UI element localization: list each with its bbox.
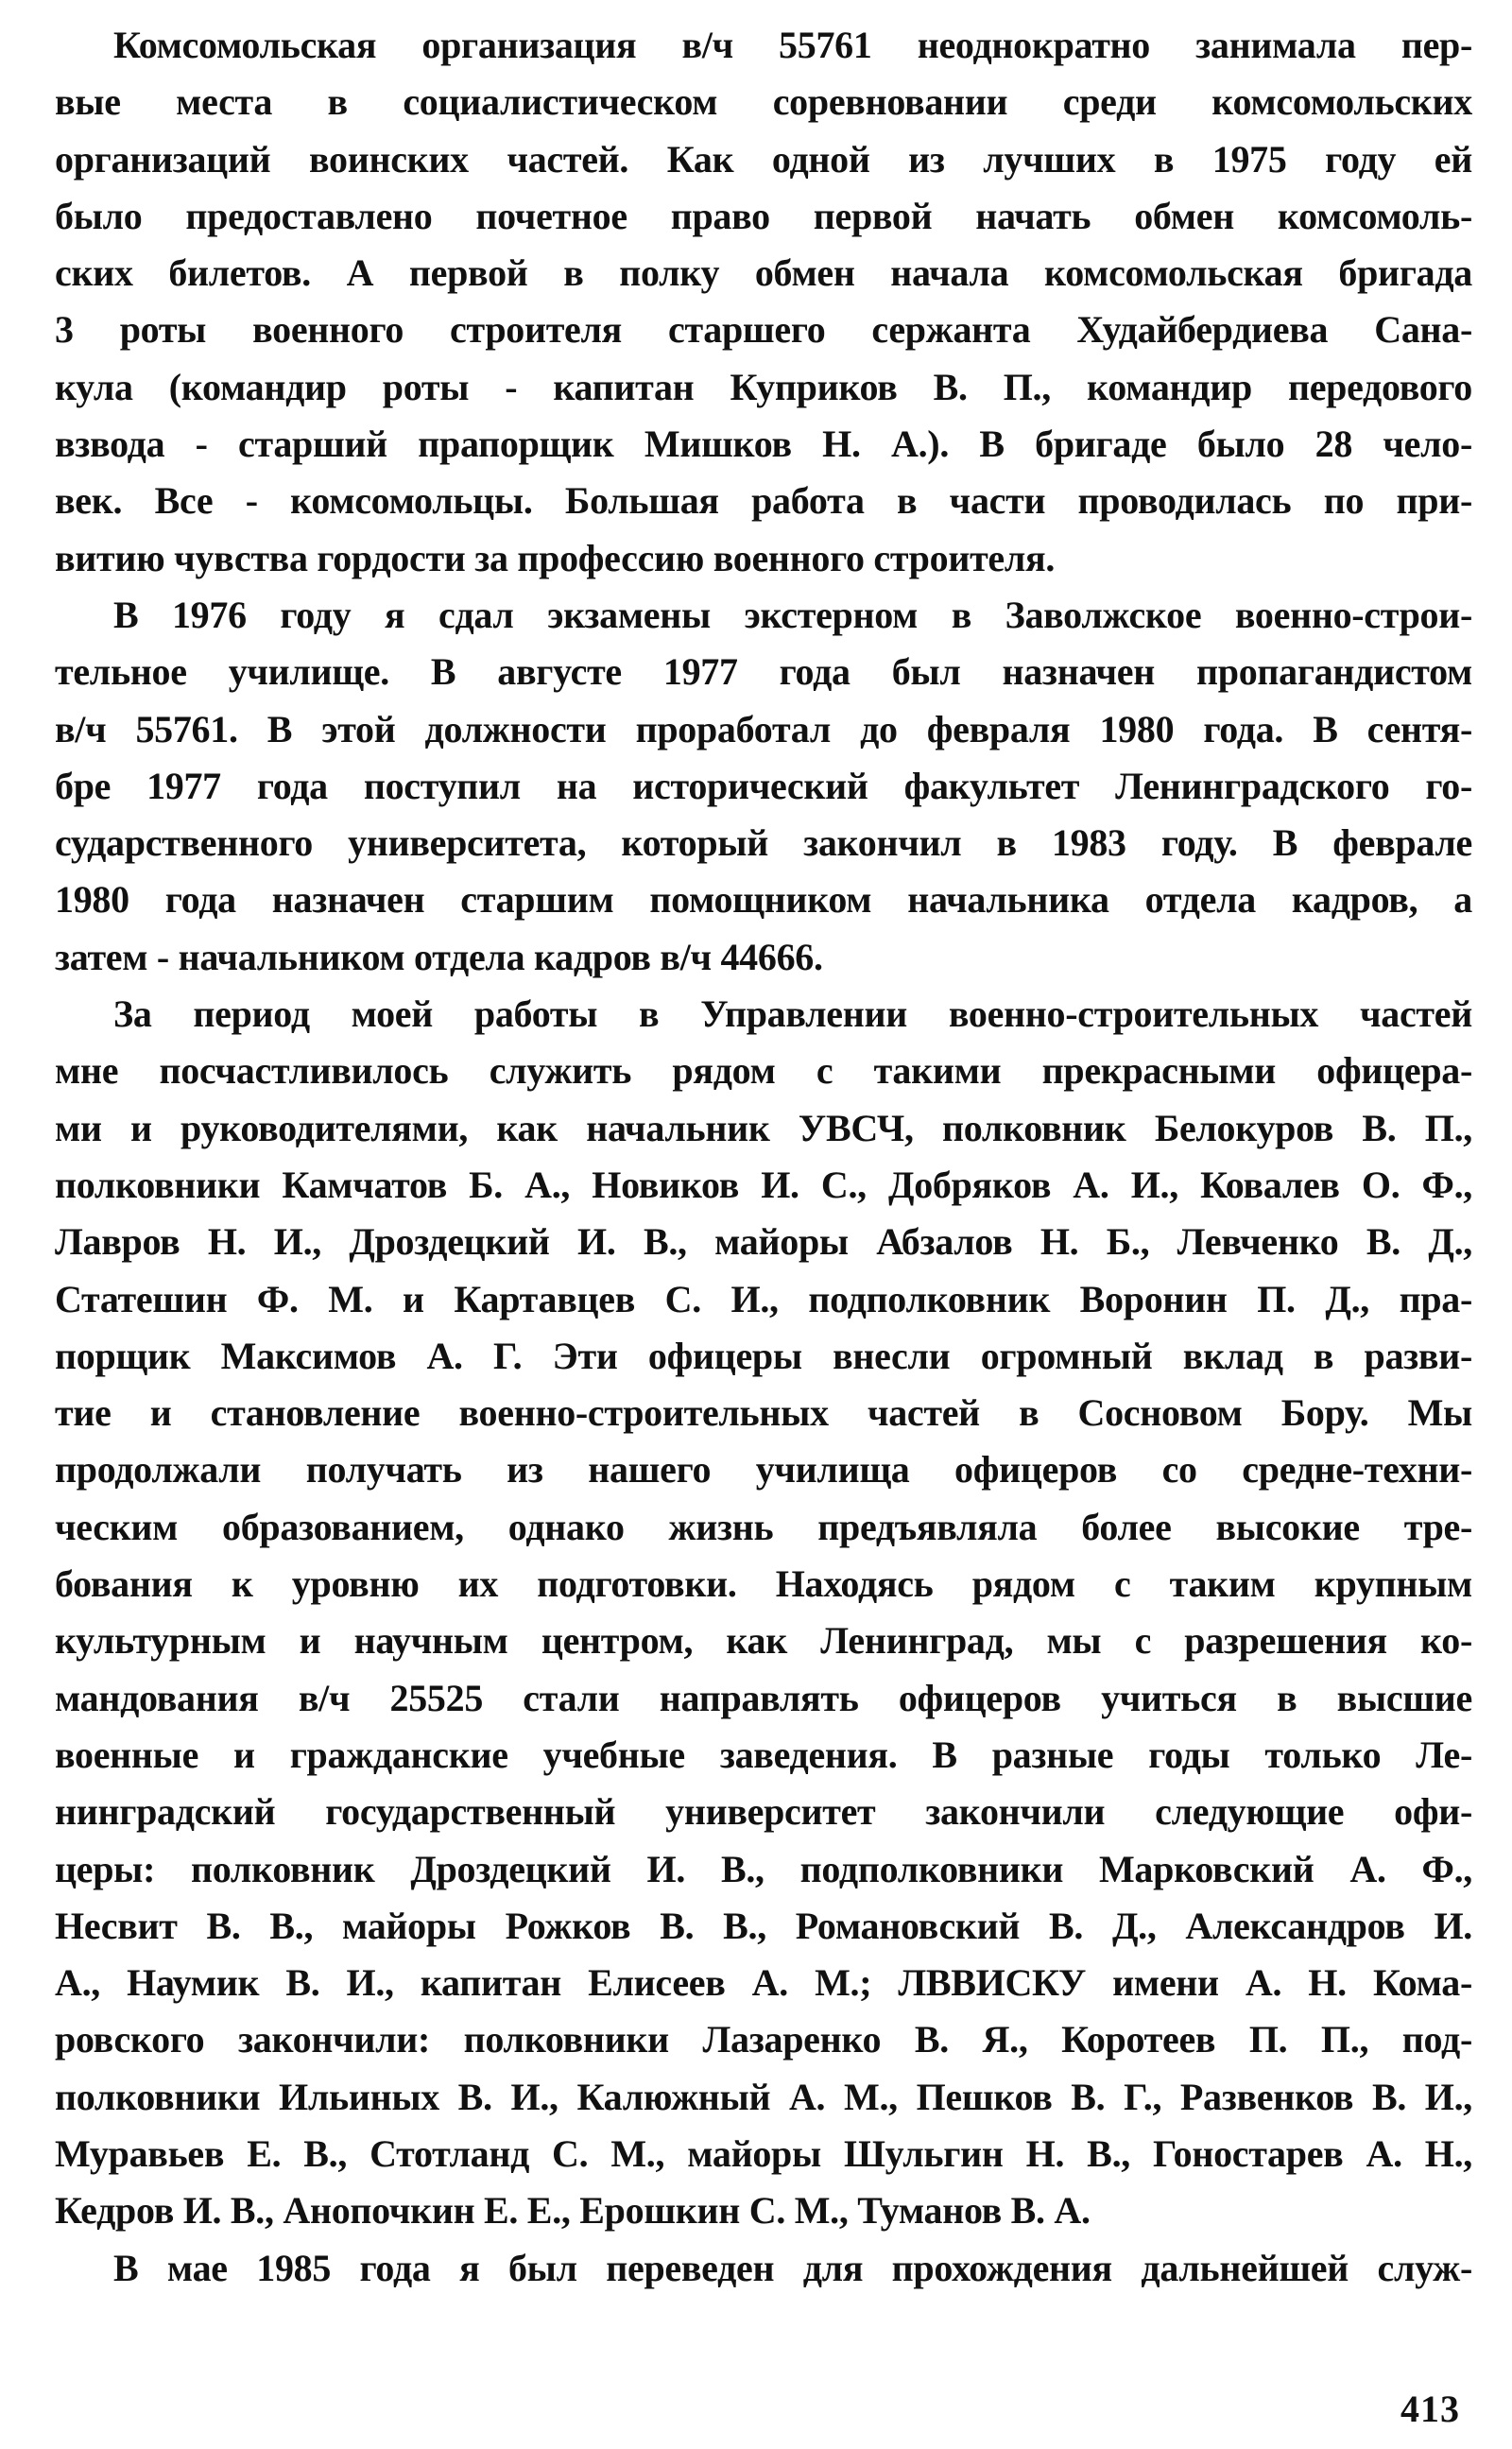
- text-line: ческим образованием, однако жизнь предъявляла более высокие тре-: [55, 1505, 1472, 1548]
- text-line: Кедров И. В., Анопочкин Е. Е., Ерошкин С. М., Туманов В. А.: [55, 2189, 1091, 2233]
- text-line: бре 1977 года поступил на исторический факультет Ленинградского го-: [55, 764, 1472, 807]
- text-line: мне посчастливилось служить рядом с такими прекрасными офицера-: [55, 1049, 1472, 1093]
- text-line: тие и становление военно-строительных частей в Сосновом Бору. Мы: [55, 1391, 1472, 1435]
- text-line: полковники Ильиных В. И., Калюжный А. М., Пешков В. Г., Развенков В. И.,: [55, 2075, 1472, 2118]
- paragraph-uvsch: [55, 986, 1472, 2240]
- text-line: Статешин Ф. М. и Картавцев С. И., подполковник Воронин П. Д., пра-: [55, 1277, 1472, 1320]
- text-line: ми и руководителями, как начальник УВСЧ, полковник Белокуров В. П.,: [55, 1106, 1472, 1149]
- text-line: ровского закончили: полковники Лазаренко В. Я., Коротеев П. П., под-: [55, 2018, 1472, 2061]
- text-line: полковники Камчатов Б. А., Новиков И. С., Добряков А. И., Ковалев О. Ф.,: [55, 1163, 1472, 1206]
- paragraph-1985: [55, 2240, 1472, 2297]
- text-line: Комсомольская организация в/ч 55761 неоднократно занимала пер-: [113, 24, 1472, 66]
- text-line: взвода - старший прапорщик Мишков Н. А.). В бригаде было 28 чело-: [55, 423, 1472, 466]
- text-line: церы: полковник Дроздецкий И. В., подполковники Марковский А. Ф.,: [55, 1847, 1472, 1890]
- text-line: 1980 года назначен старшим помощником начальника отдела кадров, а: [55, 878, 1472, 922]
- text-line: в/ч 55761. В этой должности проработал до февраля 1980 года. В сентя-: [55, 707, 1472, 750]
- text-line: ских билетов. А первой в полку обмен начала комсомольская бригада: [55, 251, 1472, 295]
- text-line: витию чувства гордости за профессию военного строителя.: [55, 536, 1056, 579]
- text-line: сударственного университета, который закончил в 1983 году. В феврале: [55, 821, 1472, 865]
- text-line: бования к уровню их подготовки. Находясь рядом с таким крупным: [55, 1562, 1472, 1606]
- text-line: культурным и научным центром, как Ленинград, мы с разрешения ко-: [55, 1619, 1472, 1663]
- text-line: военные и гражданские учебные заведения. В разные годы только Ле-: [55, 1733, 1472, 1776]
- text-line: нинградский государственный университет закончили следующие офи-: [55, 1790, 1472, 1834]
- text-line: 3 роты военного строителя старшего сержанта Худайбердиева Сана-: [55, 308, 1472, 352]
- text-line: В мае 1985 года я был переведен для прохождения дальнейшей служ-: [113, 2246, 1472, 2289]
- text-line: век. Все - комсомольцы. Большая работа в части проводилась по при-: [55, 479, 1472, 523]
- text-line: Муравьев Е. В., Стотланд С. М., майоры Шульгин Н. В., Гоностарев А. Н.,: [55, 2131, 1472, 2175]
- text-line: Лавров Н. И., Дроздецкий И. В., майоры Абзалов Н. Б., Левченко В. Д.,: [55, 1220, 1472, 1264]
- text-line: продолжали получать из нашего училища офицеров со средне-техни-: [55, 1448, 1472, 1492]
- paragraph-komsomol: [55, 17, 1472, 587]
- body-text: [55, 17, 1472, 2297]
- text-line: А., Наумик В. И., капитан Елисеев А. М.; ЛВВИСКУ имени А. Н. Кома-: [55, 1961, 1472, 2005]
- text-line: мандования в/ч 25525 стали направлять офицеров учиться в высшие: [55, 1676, 1472, 1719]
- text-line: было предоставлено почетное право первой начать обмен комсомоль-: [55, 194, 1472, 237]
- text-line: Несвит В. В., майоры Рожков В. В., Романовский В. Д., Александров И.: [55, 1904, 1472, 1947]
- text-line: вые места в социалистическом соревновании среди комсомольских: [55, 80, 1472, 124]
- text-line: организаций воинских частей. Как одной из лучших в 1975 году ей: [55, 137, 1472, 181]
- text-line: В 1976 году я сдал экзамены экстерном в Заволжское военно-строи-: [113, 593, 1472, 636]
- text-line: порщик Максимов А. Г. Эти офицеры внесли огромный вклад в разви-: [55, 1334, 1472, 1377]
- paragraph-1976: [55, 587, 1472, 986]
- text-line: кула (командир роты - капитан Куприков В. П., командир передового: [55, 365, 1472, 408]
- text-line: За период моей работы в Управлении военно-строительных частей: [113, 992, 1472, 1036]
- text-line: затем - начальником отдела кадров в/ч 44666.: [55, 935, 823, 978]
- text-line: тельное училище. В августе 1977 года был назначен пропагандистом: [55, 650, 1472, 694]
- page-number: 413: [1400, 2388, 1460, 2430]
